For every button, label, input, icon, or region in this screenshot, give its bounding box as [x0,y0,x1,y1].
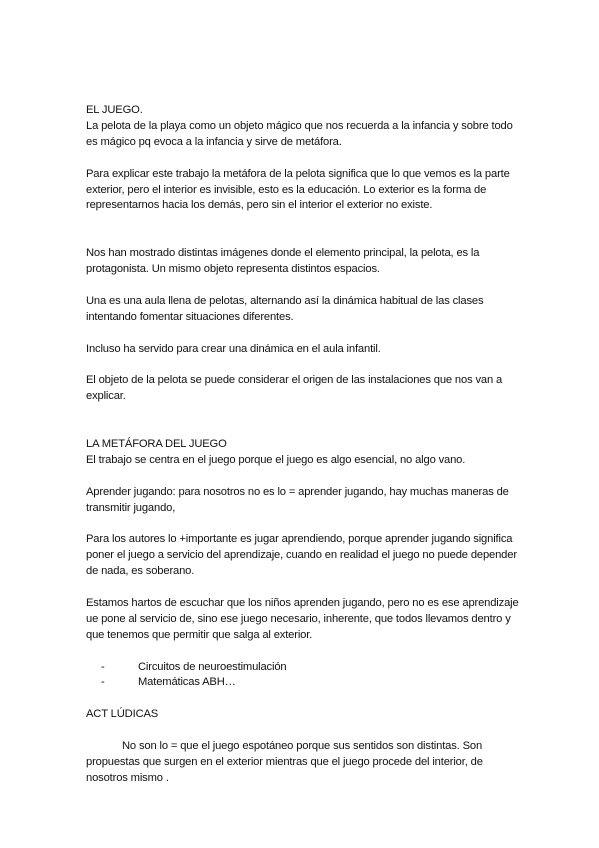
paragraph-origen-instalaciones: El objeto de la pelota se puede considerar el origen de las instalaciones que nos van a explicar. [86,374,503,403]
heading-act-ludicas: ACT LÚDICAS [86,708,159,721]
list-item-text: Circuitos de neuroestimulación [138,660,287,673]
document-body [86,103,526,787]
paragraph-juego-espontaneo: No son lo = que el juego espotáneo porque sus sentidos son distintas. Son propuestas que surgen en el exterior mientras que el juego procede del interior, de nosotros mismo . [86,740,483,784]
paragraph-spacer [86,151,526,167]
paragraph-spacer [86,357,526,373]
list-item [101,675,526,691]
paragraph-spacer [86,469,526,485]
paragraph-jugar-aprendiendo: Para los autores lo +importante es jugar aprendiendo, porque aprender jugando significa poner el juego a servicio del aprendizaje, cuando en realidad el juego no puede depender de nada, es soberano. [86,533,517,578]
paragraph-metafora-pelota: Para explicar este trabajo la metáfora de la pelota significa que lo que vemos es la parte exterior, pero el interior es invisible, esto es la educación. Lo exterior es la forma de representarnos hacia los demás, pero sin el interior el exterior no existe. [86,167,510,212]
list-item [101,660,526,676]
paragraph-spacer [86,516,526,532]
bullet-dash: - [101,676,105,689]
paragraph-aprender-jugando: Aprender jugando: para nosotros no es lo = aprender jugando, hay muchas maneras de transmitir jugando, [86,485,509,514]
paragraph-imagenes: Nos han mostrado distintas imágenes donde el elemento principal, la pelota, es la protagonista. Un mismo objeto representa distintos espacios. [86,247,480,276]
paragraph-aula-pelotas: Una es una aula llena de pelotas, alternando así la dinámica habitual de las clases intentando fomentar situaciones diferentes. [86,294,484,323]
paragraph-spacer [86,580,526,596]
heading-el-juego: EL JUEGO. [86,104,143,116]
paragraph-aula-infantil: Incluso ha servido para crear una dinámica en el aula infantil. [86,342,381,355]
paragraph-spacer [86,405,526,437]
paragraph-spacer [86,691,526,707]
paragraph-hartos: Estamos hartos de escuchar que los niños aprenden jugando, pero no es ese aprendizaje ue pone al servicio de, sino ese juego necesario, inherente, que todos llevamos dentro y que tenemos que permitir que salga al exterior. [86,596,519,641]
paragraph-spacer [86,326,526,342]
paragraph-spacer [86,644,526,660]
paragraph-spacer [86,214,526,246]
bullet-list [86,660,526,692]
heading-metafora-juego: LA METÁFORA DEL JUEGO [86,437,227,450]
paragraph-spacer [86,278,526,294]
bullet-dash: - [101,660,105,673]
paragraph-pelota-playa: La pelota de la playa como un objeto mágico que nos recuerda a la infancia y sobre todo es mágico pq evoca a la infancia y sirve de metáfora. [86,119,513,148]
paragraph-juego-esencial: El trabajo se centra en el juego porque el juego es algo esencial, no algo vano. [86,453,466,466]
paragraph-spacer [86,723,526,739]
list-item-text: Matemáticas ABH… [138,676,236,689]
